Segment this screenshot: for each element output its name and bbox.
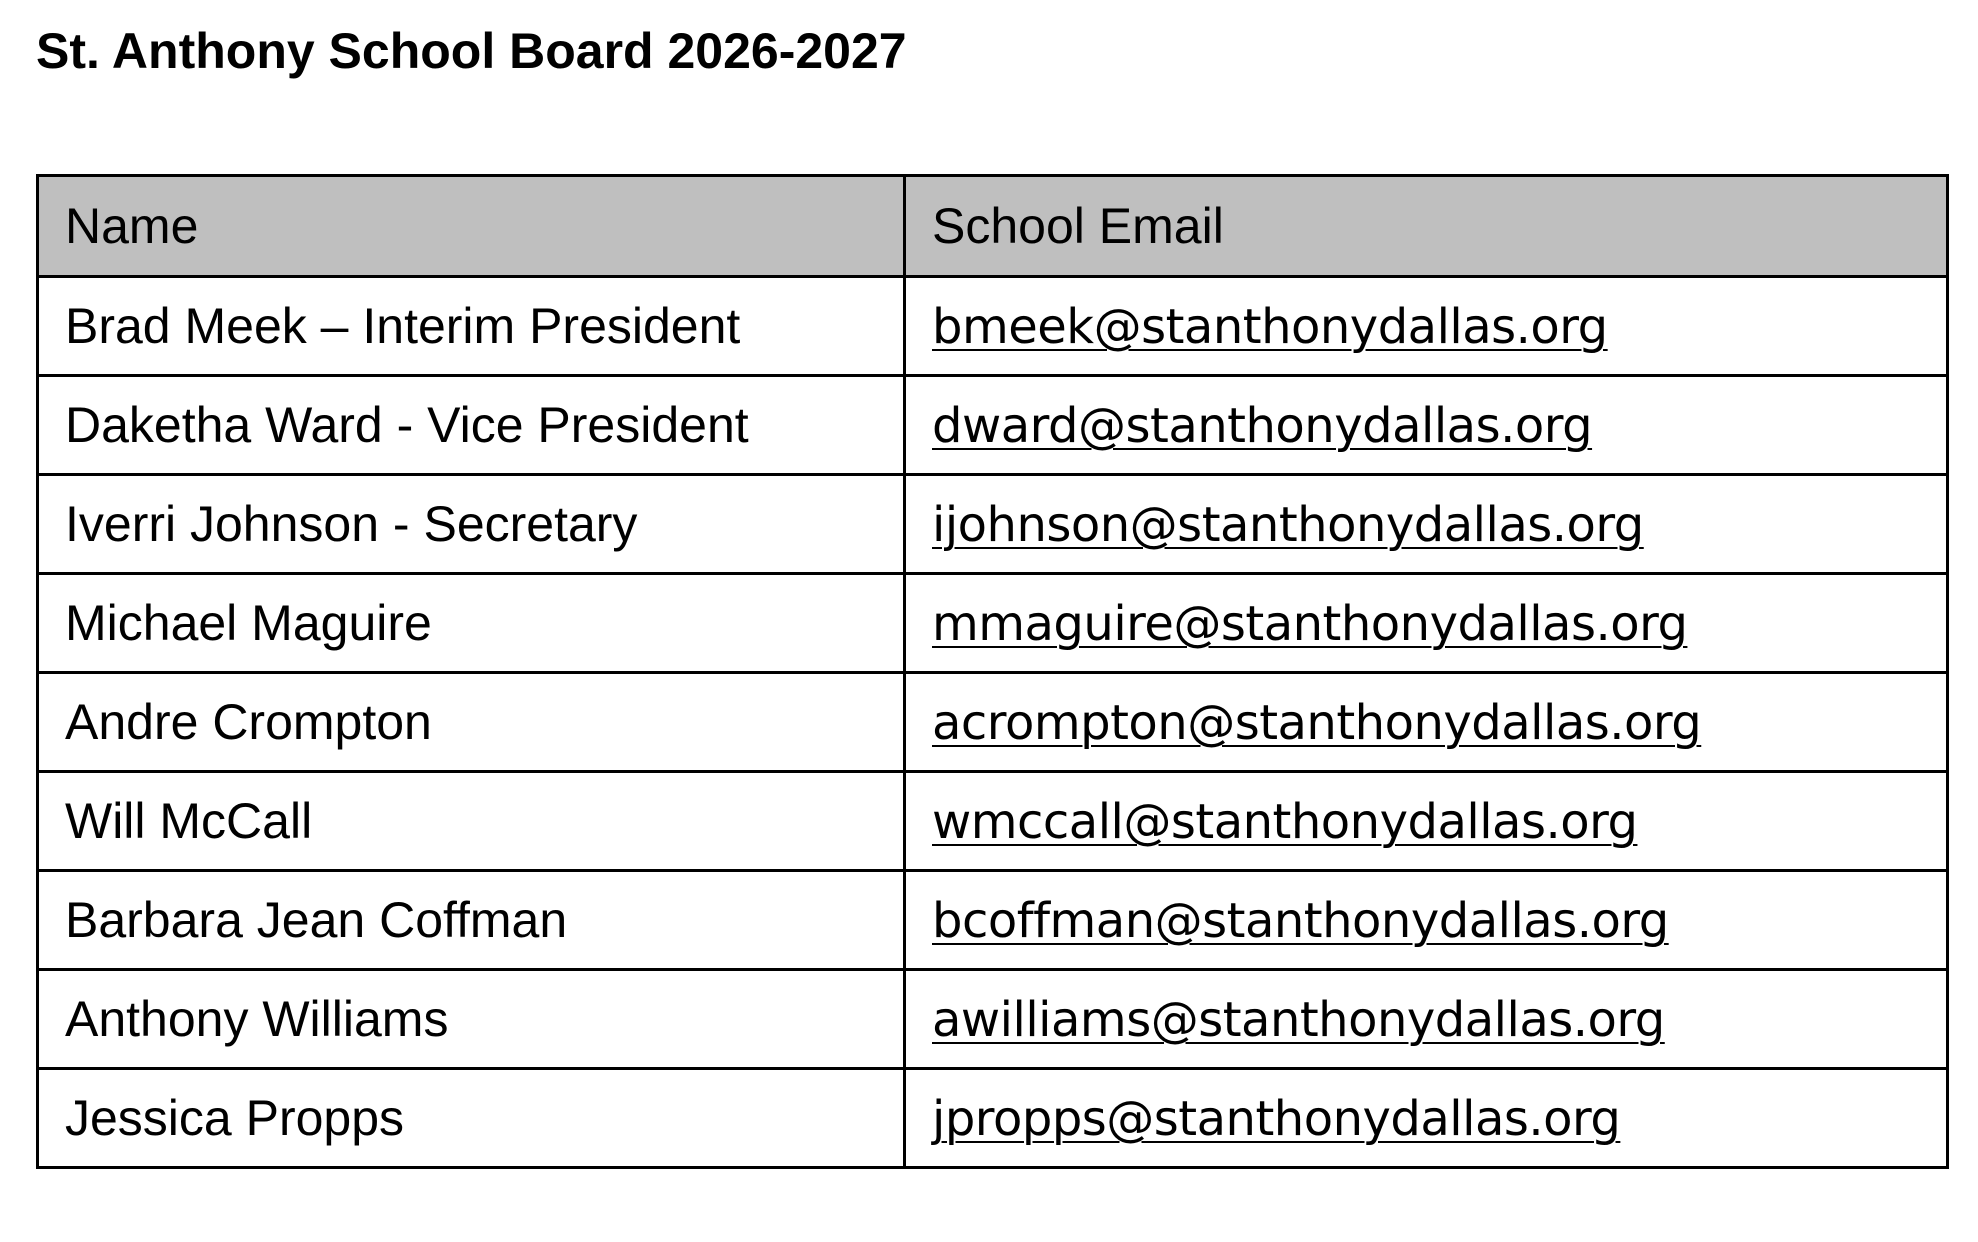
member-name: Iverri Johnson - Secretary [38,475,905,574]
email-link[interactable]: mmaguire@stanthonydallas.org [932,596,1688,652]
email-cell [905,574,1948,673]
table-row [38,673,1948,772]
member-name: Barbara Jean Coffman [38,871,905,970]
page-title: St. Anthony School Board 2026-2027 [36,23,907,79]
email-cell [905,871,1948,970]
email-cell [905,475,1948,574]
email-link[interactable]: bmeek@stanthonydallas.org [932,299,1608,355]
member-name: Michael Maguire [38,574,905,673]
email-cell [905,1069,1948,1168]
email-link[interactable]: bcoffman@stanthonydallas.org [932,893,1669,949]
member-name: Anthony Williams [38,970,905,1069]
table-row [38,871,1948,970]
email-link[interactable]: wmccall@stanthonydallas.org [932,794,1638,850]
board-members-table [36,174,1949,1169]
email-link[interactable]: jpropps@stanthonydallas.org [932,1091,1621,1147]
email-cell [905,970,1948,1069]
table-header-row [38,176,1948,277]
member-name: Brad Meek – Interim President [38,277,905,376]
table-row [38,970,1948,1069]
email-link[interactable]: ijohnson@stanthonydallas.org [932,497,1644,553]
email-link[interactable]: awilliams@stanthonydallas.org [932,992,1665,1048]
member-name: Will McCall [38,772,905,871]
table-row [38,475,1948,574]
table-row [38,376,1948,475]
email-cell [905,277,1948,376]
email-cell [905,772,1948,871]
table-row [38,574,1948,673]
email-link[interactable]: acrompton@stanthonydallas.org [932,695,1702,751]
member-name: Daketha Ward - Vice President [38,376,905,475]
table-row [38,277,1948,376]
email-cell [905,376,1948,475]
email-link[interactable]: dward@stanthonydallas.org [932,398,1593,454]
column-header-email: School Email [905,176,1948,277]
email-cell [905,673,1948,772]
column-header-name: Name [38,176,905,277]
member-name: Jessica Propps [38,1069,905,1168]
member-name: Andre Crompton [38,673,905,772]
table-row [38,1069,1948,1168]
table-row [38,772,1948,871]
